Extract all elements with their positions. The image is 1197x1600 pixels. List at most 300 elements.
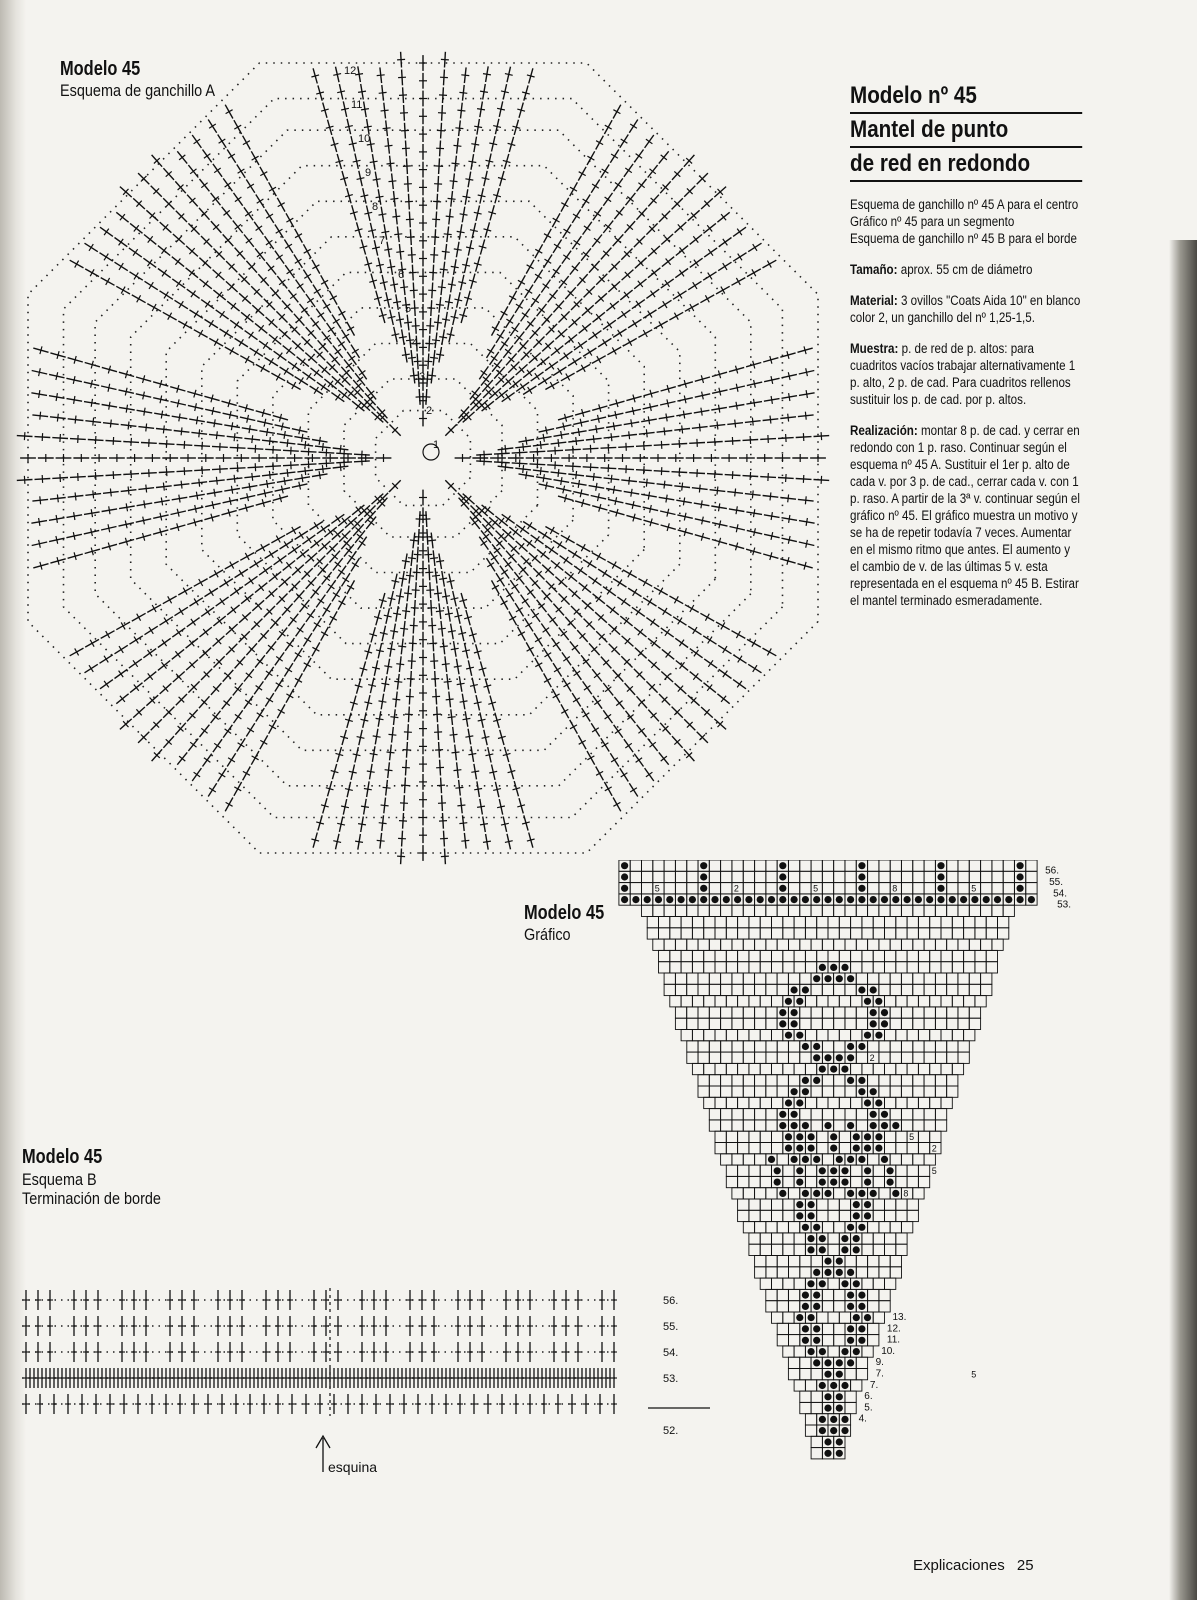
stitch-mark [285, 668, 292, 672]
cell-mark-label: 5 [654, 883, 660, 894]
grid-cell [788, 1369, 799, 1380]
stitch-mark [166, 440, 167, 448]
stitch-mark [164, 292, 168, 299]
row-number-label: 7. [875, 1368, 884, 1380]
grid-cell [1026, 860, 1037, 871]
grid-cell [868, 883, 879, 894]
stitch-mark [583, 713, 590, 717]
stitch-mark [470, 685, 478, 687]
grid-cell [766, 905, 777, 916]
grid-cell [868, 1323, 879, 1334]
stitch-mark [407, 237, 415, 238]
grid-cell [839, 996, 850, 1007]
grid-cell [675, 883, 686, 894]
grid-cell [709, 973, 720, 984]
stitch-mark [806, 368, 808, 376]
grid-cell [760, 1030, 771, 1041]
grid-cell [873, 928, 884, 939]
stitch-mark [445, 613, 453, 614]
stitch-mark [702, 517, 704, 525]
filled-block-dot [841, 1427, 848, 1434]
filled-block-dot [779, 873, 786, 880]
stitch-mark [477, 806, 485, 807]
stitch-mark [441, 59, 449, 60]
stitch-mark [342, 334, 349, 338]
stitch-mark [442, 319, 450, 320]
grid-cell [868, 1154, 879, 1165]
grid-cell [918, 1030, 929, 1041]
stitch-mark [257, 713, 264, 717]
grid-cell [760, 928, 771, 939]
grid-cell [743, 860, 754, 871]
stitch-mark [431, 679, 439, 680]
stitch-mark [516, 608, 523, 612]
stitch-mark [287, 269, 294, 274]
grid-cell [879, 1301, 890, 1312]
grid-cell [755, 871, 766, 882]
grid-cell [687, 860, 698, 871]
stitch-mark [497, 806, 505, 808]
filled-block-dot [864, 1032, 871, 1039]
grid-cell [913, 871, 924, 882]
filled-block-dot [644, 896, 651, 903]
grid-cell [732, 1041, 743, 1052]
filled-block-dot [813, 1269, 820, 1276]
grid-cell [845, 1109, 856, 1120]
grid-cell [851, 1030, 862, 1041]
grid-cell [794, 1346, 805, 1357]
stitch-mark [750, 472, 751, 480]
stitch-mark [194, 599, 198, 606]
grid-cell [698, 1052, 709, 1063]
stitch-mark [478, 719, 486, 721]
stitch-mark [679, 270, 684, 277]
grid-cell [755, 1075, 766, 1086]
grid-cell [941, 962, 952, 973]
grid-cell [788, 871, 799, 882]
stitch-mark [554, 244, 561, 248]
stitch-mark [553, 642, 560, 647]
grid-cell [783, 1176, 794, 1187]
grid-cell [896, 1233, 907, 1244]
stitch-mark [615, 497, 617, 505]
grid-cell [935, 1018, 946, 1029]
grid-cell [715, 996, 726, 1007]
grid-cell [755, 1188, 766, 1199]
grid-cell [845, 1402, 856, 1413]
stitch-mark [461, 75, 469, 76]
grid-cell [664, 984, 675, 995]
grid-cell [794, 1278, 805, 1289]
stitch-mark [364, 789, 372, 790]
stitch-mark [214, 743, 221, 748]
stitch-mark [715, 438, 716, 446]
filled-block-dot [836, 1393, 843, 1400]
stitch-mark [384, 299, 392, 301]
stitch-mark [39, 368, 41, 376]
grid-cell [772, 950, 783, 961]
grid-cell [783, 917, 794, 928]
stitch-mark [454, 145, 462, 146]
grid-cell [749, 996, 760, 1007]
grid-cell [890, 860, 901, 871]
grid-cell [743, 1086, 754, 1097]
stitch-mark [602, 169, 609, 173]
grid-cell [777, 1267, 788, 1278]
grid-cell [918, 917, 929, 928]
grid-cell [822, 1109, 833, 1120]
grid-cell [851, 996, 862, 1007]
stitch-mark [754, 509, 755, 517]
stitch-mark [506, 319, 513, 323]
stitch-mark [361, 195, 369, 197]
stitch-mark [520, 384, 525, 391]
grid-cell [896, 1165, 907, 1176]
stitch-mark [451, 266, 459, 267]
grid-cell [805, 1414, 816, 1425]
grid-cell [709, 1007, 720, 1018]
grid-cell [687, 984, 698, 995]
filled-block-dot [807, 1246, 814, 1253]
stitch-mark [235, 197, 242, 202]
stitch-mark [738, 254, 742, 261]
stitch-mark [605, 714, 612, 719]
grid-cell [755, 1154, 766, 1165]
grid-cell [687, 1007, 698, 1018]
grid-cell [885, 1244, 896, 1255]
stitch-mark [379, 701, 387, 702]
grid-cell [992, 883, 1003, 894]
stitch-mark [611, 475, 612, 483]
stitch-mark [435, 166, 443, 167]
stitch-mark [545, 259, 552, 263]
stitch-mark [387, 163, 395, 164]
stitch-mark [608, 444, 609, 452]
grid-cell [862, 962, 873, 973]
stitch-mark [404, 593, 412, 594]
grid-cell [743, 939, 754, 950]
grid-cell [862, 1244, 873, 1255]
stitch-mark [24, 476, 25, 484]
grid-cell [851, 1165, 862, 1176]
stitch-mark [736, 402, 737, 410]
grid-cell [851, 928, 862, 939]
grid-cell [766, 1041, 777, 1052]
filled-block-dot [847, 1054, 854, 1061]
stitch-mark [481, 371, 488, 376]
grid-cell [738, 1131, 749, 1142]
stitch-mark [679, 440, 680, 448]
filled-block-dot [847, 1337, 854, 1344]
stitch-mark [314, 623, 321, 627]
stitch-mark [357, 178, 365, 180]
stitch-mark [573, 698, 580, 702]
grid-cell [692, 950, 703, 961]
stitch-mark [525, 289, 532, 293]
filled-block-dot [785, 1032, 792, 1039]
stitch-mark [584, 226, 591, 231]
filled-block-dot [807, 1235, 814, 1242]
grid-cell [834, 883, 845, 894]
filled-block-dot [830, 1382, 837, 1389]
grid-cell [760, 1210, 771, 1221]
grid-cell [772, 1233, 783, 1244]
grid-cell [800, 1369, 811, 1380]
grid-cell [800, 860, 811, 871]
grid-cell [681, 928, 692, 939]
grid-cell [777, 1052, 788, 1063]
info-title-1: Modelo nº 45 [850, 80, 1082, 114]
grid-cell [783, 1312, 794, 1323]
stitch-mark [340, 445, 341, 453]
grid-cell [755, 905, 766, 916]
chart-a-title: Modelo 45 [60, 58, 141, 80]
grid-cell [749, 1131, 760, 1142]
stitch-mark [57, 494, 58, 502]
grid-cell [788, 1041, 799, 1052]
stitch-mark [646, 139, 653, 144]
stitch-mark [349, 356, 356, 361]
grid-cell [692, 1063, 703, 1074]
row-number-label: 54. [1053, 888, 1068, 900]
grid-cell [890, 1007, 901, 1018]
filled-block-dot [711, 896, 718, 903]
grid-cell [749, 1063, 760, 1074]
grid-cell [805, 1030, 816, 1041]
grid-cell [896, 996, 907, 1007]
grid-cell [981, 905, 992, 916]
grid-cell [687, 1041, 698, 1052]
stitch-mark [574, 671, 581, 676]
round-number-label: 11 [351, 99, 363, 111]
stitch-mark [74, 512, 75, 520]
grid-cell [851, 1097, 862, 1108]
grid-cell [913, 1007, 924, 1018]
stitch-mark [482, 737, 490, 739]
stitch-mark [618, 580, 622, 587]
grid-cell [715, 962, 726, 973]
stitch-mark [593, 473, 594, 481]
stitch-mark [543, 532, 547, 539]
grid-cell [935, 939, 946, 950]
grid-cell [834, 1109, 845, 1120]
filled-block-dot [858, 1043, 865, 1050]
grid-cell [901, 883, 912, 894]
grid-cell [743, 1109, 754, 1120]
stitch-mark [245, 211, 252, 216]
grid-cell [783, 1165, 794, 1176]
grid-cell [901, 871, 912, 882]
grid-cell [896, 917, 907, 928]
grid-cell [941, 928, 952, 939]
grid-cell [777, 905, 788, 916]
grid-cell [726, 962, 737, 973]
stitch-mark [321, 384, 326, 391]
stitch-mark [278, 557, 283, 564]
grid-cell [896, 1063, 907, 1074]
grid-cell [670, 950, 681, 961]
grid-cell [924, 1086, 935, 1097]
grid-cell [902, 905, 913, 916]
grid-cell [692, 996, 703, 1007]
grid-cell [800, 973, 811, 984]
stitch-mark [480, 824, 488, 825]
filled-block-dot [796, 1099, 803, 1106]
grid-cell [907, 1097, 918, 1108]
stitch-mark [199, 429, 200, 437]
grid-cell [947, 973, 958, 984]
filled-block-dot [841, 964, 848, 971]
grid-cell [822, 1086, 833, 1097]
filled-block-dot [937, 873, 944, 880]
stitch-mark [433, 714, 441, 715]
grid-cell [732, 1086, 743, 1097]
grid-cell [839, 1143, 850, 1154]
stitch-mark [229, 411, 231, 419]
stitch-mark [558, 469, 559, 477]
stitch-mark [104, 254, 108, 261]
grid-cell [822, 984, 833, 995]
grid-cell [879, 883, 890, 894]
stitch-mark [394, 234, 402, 235]
grid-cell [958, 984, 969, 995]
stitch-mark [397, 59, 405, 60]
stitch-mark [474, 789, 482, 790]
stitch-mark [108, 524, 110, 532]
grid-cell [822, 1289, 833, 1300]
stitch-mark [352, 563, 359, 567]
grid-cell [721, 984, 732, 995]
grid-cell [670, 996, 681, 1007]
stitch-mark [480, 91, 488, 92]
grid-cell [675, 1018, 686, 1029]
grid-cell [856, 1052, 867, 1063]
stitch-mark [119, 646, 123, 653]
stitch-mark [126, 405, 127, 413]
stitch-mark [322, 465, 323, 473]
stitch-mark [295, 259, 302, 263]
stitch-mark [460, 701, 468, 702]
stitch-mark [276, 657, 283, 662]
grid-cell [890, 1075, 901, 1086]
grid-cell [845, 1086, 856, 1097]
grid-cell [777, 1323, 788, 1334]
filled-block-dot [836, 1258, 843, 1265]
filled-block-dot [858, 1325, 865, 1332]
grid-cell [873, 1165, 884, 1176]
grid-cell [732, 1154, 743, 1165]
stitch-mark [74, 396, 75, 404]
grid-cell [822, 1018, 833, 1029]
stitch-mark [359, 371, 366, 376]
grid-cell [885, 928, 896, 939]
round-number-label: 8 [372, 201, 379, 213]
grid-cell [952, 917, 963, 928]
grid-cell [715, 950, 726, 961]
stitch-mark [254, 349, 258, 356]
stitch-mark [340, 463, 341, 471]
grid-cell [726, 917, 737, 928]
stitch-mark [437, 785, 445, 786]
grid-cell [885, 1097, 896, 1108]
stitch-mark [40, 496, 41, 504]
grid-cell [811, 984, 822, 995]
stitch-mark [209, 124, 216, 128]
stitch-mark [463, 718, 471, 719]
filled-block-dot [870, 1020, 877, 1027]
filled-block-dot [858, 1337, 865, 1344]
filled-block-dot [836, 1405, 843, 1412]
stitch-mark [723, 263, 727, 270]
stitch-mark [532, 298, 539, 303]
stitch-mark [452, 163, 460, 164]
stitch-mark [631, 419, 632, 427]
filled-block-dot [779, 1020, 786, 1027]
grid-cell [692, 1030, 703, 1041]
grid-cell [868, 1289, 879, 1300]
stitch-mark [583, 199, 590, 203]
grid-cell [834, 905, 845, 916]
grid-cell [766, 1301, 777, 1312]
grid-cell [692, 962, 703, 973]
filled-block-dot [892, 896, 899, 903]
grid-cell [766, 1018, 777, 1029]
grid-cell [839, 1131, 850, 1142]
grid-cell [760, 1097, 771, 1108]
filled-block-dot [915, 896, 922, 903]
stitch-mark [596, 425, 597, 433]
grid-cell [692, 928, 703, 939]
grid-cell [975, 917, 986, 928]
filled-block-dot [824, 1359, 831, 1366]
grid-cell [755, 883, 766, 894]
stitch-mark [465, 736, 473, 737]
stitch-mark [487, 563, 494, 567]
stitch-mark [699, 424, 700, 432]
cell-mark-label: 2 [869, 1053, 875, 1064]
grid-cell [777, 1335, 788, 1346]
grid-cell [721, 905, 732, 916]
stitch-mark [364, 126, 372, 127]
filled-block-dot [655, 896, 662, 903]
grid-cell [772, 1030, 783, 1041]
grid-cell [828, 1210, 839, 1221]
stitch-mark [573, 358, 577, 365]
grid-cell [935, 984, 946, 995]
stitch-mark [89, 665, 93, 672]
grid-cell [794, 1244, 805, 1255]
grid-cell [755, 1256, 766, 1267]
filled-block-dot [904, 896, 911, 903]
grid-cell [969, 905, 980, 916]
stitch-mark [615, 411, 617, 419]
grid-cell [879, 939, 890, 950]
grid-cell [930, 928, 941, 939]
stitch-mark [149, 282, 153, 289]
grid-cell [800, 883, 811, 894]
grid-cell [913, 1075, 924, 1086]
grid-cell [890, 939, 901, 950]
stitch-mark [254, 560, 258, 567]
grid-cell [760, 996, 771, 1007]
grid-cell [896, 962, 907, 973]
stitch-mark [505, 841, 513, 843]
grid-cell [902, 1041, 913, 1052]
grid-cell [789, 1267, 800, 1278]
stitch-mark [319, 471, 320, 479]
stitch-mark [373, 736, 381, 737]
stitch-mark [535, 638, 542, 642]
